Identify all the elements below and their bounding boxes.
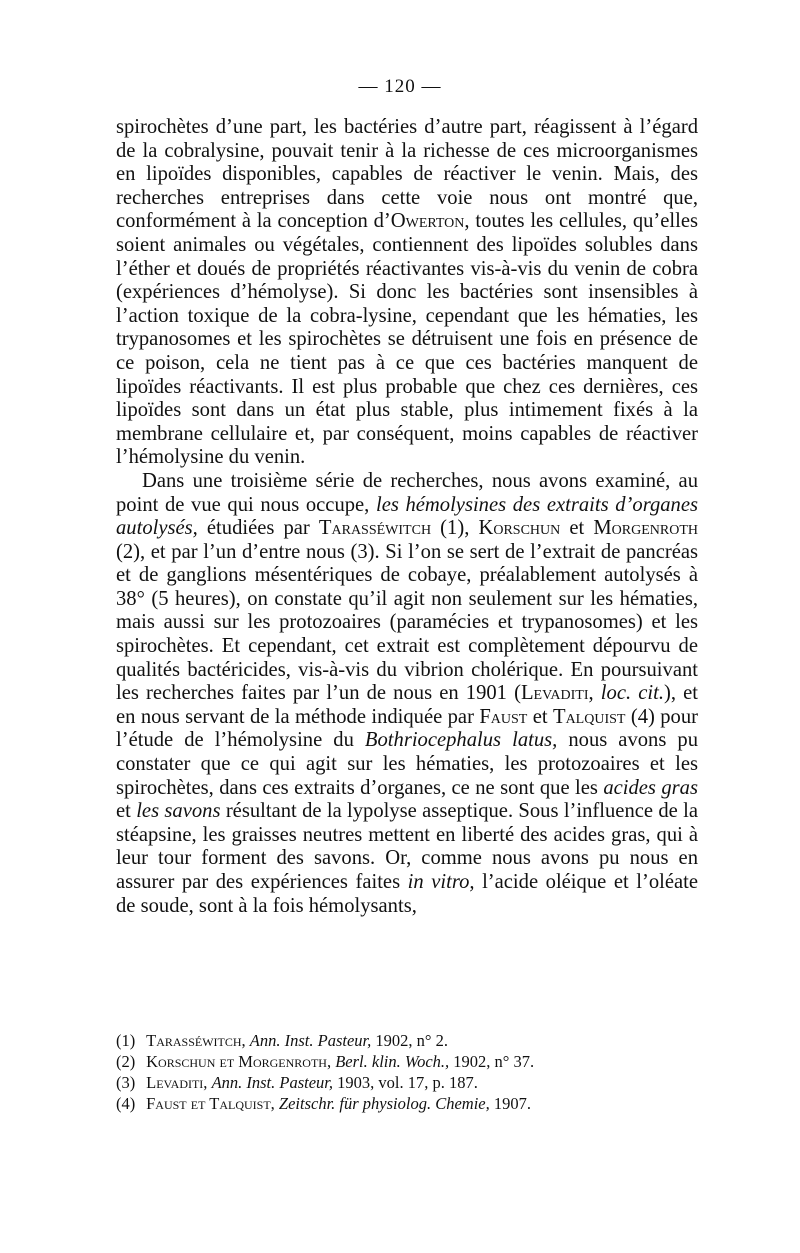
italic-term-hemolysines: les hémolysines des extraits d’organes autolysés, [116,493,698,540]
paragraph-2-text-7: ), et en nous servant de la méthode indiquée par [116,682,698,728]
footnote [116,1093,698,1114]
paragraph-2-text-1: Dans une troisième série de recherches, nous avons examiné, au point de vue qui nous occupe, [116,469,698,516]
paragraph-2-text-8: et [527,705,553,728]
paragraph-1 [116,116,698,470]
footnote-reference: 1903, vol. 17, p. 187. [333,1073,478,1092]
paragraph-1-text-b: , toutes les cellules, qu’elles soient animales ou végétales, contiennent des lipoïdes solubles dans l’éther et doués de propriétés réactivantes vis-à-vis du venin de cobra (expériences d’hémolyse). Si donc les bactéries sont insensibles à l’action toxique de la cobra-lysine, cependant que les hématies, les trypanosomes et les spirochètes se détruisent une fois en présence de ce poison, cela ne tient pas à ce que ces bactéries manquent de lipoïdes réactivants. Il est plus probable que chez ces dernières, ces lipoïdes sont dans un état plus stable, plus intimement fixés à la membrane cellulaire et, par conséquent, moins capables de réactiver l’hémolysine du venin. [116,210,699,469]
paragraph-1-text-a: spirochètes d’une part, les bactéries d’autre part, réagissent à l’égard de la cobralysine, pouvait tenir à la richesse de ces microorganismes en lipoïdes disponibles, capables de réactiver le venin. Mais, des recherches entreprises dans cette voie nous ont montré que, conformément à la conception d’ [116,116,698,233]
footnote-journal: Berl. klin. Woch., [335,1052,450,1071]
main-text [116,116,698,918]
footnote-number: (4) [116,1094,136,1113]
footnote-author: Faust et Talquist, [146,1094,275,1113]
paragraph-2-text-2: étudiées par [197,517,319,540]
footnote-journal: Ann. Inst. Pasteur, [249,1031,372,1050]
footnote-reference: 1907. [489,1094,531,1113]
paragraph-2 [116,470,698,918]
footnote-journal: Zeitschr. für physiolog. Chemie, [278,1094,490,1113]
paragraph-2-text-6: , [588,682,601,705]
footnote-journal: Ann. Inst. Pasteur, [211,1073,334,1092]
author-owerton: Owerton [390,210,465,233]
italic-in-vitro: in vitro, [407,871,475,893]
author-levaditi: Levaditi [520,682,589,705]
italic-loc-cit: loc. cit. [600,682,664,705]
footnote-number: (2) [116,1052,136,1071]
footnote-author: Tarasséwitch, [146,1031,246,1050]
author-korschun: Korschun [478,517,561,540]
footnote [116,1051,698,1072]
author-faust: Faust [479,705,528,728]
paragraph-2-text-4: et [560,517,594,540]
paragraph-2-text-5: (2), et par l’un d’entre nous (3). Si l’on se sert de l’extrait de pancréas et de ganglions mésentériques de cobaye, préalablement autolysés à 38° (5 heures), on constate qu’il agit non seulement sur les hématies, mais aussi sur les protozoaires (paramécies et trypanosomes) et les spirochètes. Et cependant, cet extrait est complètement dépourvu de qualités bactéricides, vis-à-vis du vibrion cholérique. En poursuivant les recherches faites par l’un de nous en 1901 ( [116,540,698,705]
footnote-author: Korschun et Morgenroth, [146,1052,332,1071]
footnote [116,1072,698,1093]
page-number: — 120 — [358,76,442,97]
paragraph-2-text-13: l’acide oléique et l’oléate de soude, sont à la fois hémolysants, [116,871,698,917]
author-talquist: Talquist [552,705,626,728]
footnote [116,1030,698,1051]
footnote-author: Levaditi, [146,1073,208,1092]
paragraph-2-text-3: (1), [431,517,479,540]
italic-acides-gras: acides gras [603,776,698,799]
author-tarassewitch: Tarasséwitch [318,517,432,540]
paragraph-2-text-12: résultant de la lypolyse asseptique. Sous l’influence de la stéapsine, les graisses neutres mettent en liberté des acides gras, qui à leur tour forment des savons. Or, comme nous avons pu nous en assurer par des expériences faites [116,800,698,893]
paragraph-2-text-11: et [116,800,137,823]
footnote-number: (1) [116,1031,136,1050]
paragraph-2-text-10: nous avons pu constater que ce qui agit sur les hématies, les protozoaires et les spirochètes, dans ces extraits d’organes, ce ne sont que les [116,729,698,799]
author-morgenroth: Morgenroth [593,517,698,540]
footnotes [116,1030,698,1114]
footnote-reference: 1902, n° 2. [371,1031,448,1050]
italic-les-savons: les savons [136,800,221,823]
paragraph-2-text-9: (4) pour l’étude de l’hémolysine du [116,705,698,752]
footnote-reference: 1902, n° 37. [449,1052,535,1071]
footnote-number: (3) [116,1073,136,1092]
italic-bothriocephalus: Bothriocephalus latus, [364,729,558,752]
